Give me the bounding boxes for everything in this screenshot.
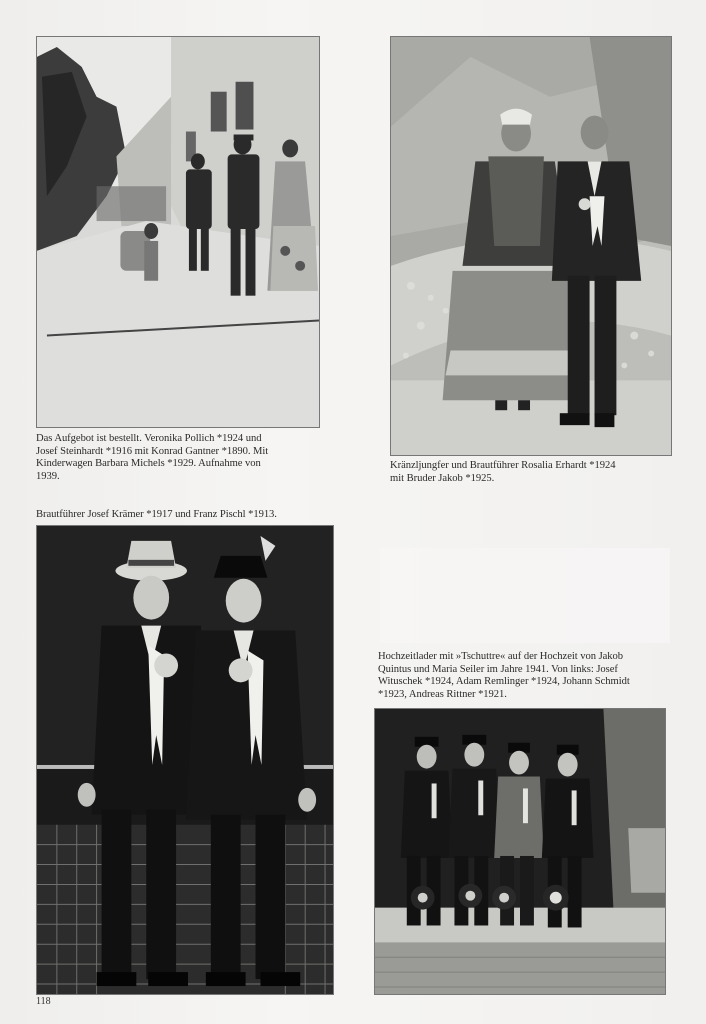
street-photo-caption: Das Aufgebot ist bestellt. Veronika Pollich *1924 und Josef Steinhardt *1916 mit Konrad Gantner *1890. Mit Kinderwagen Barbara Michels *1929. Aufnahme von 1939. (36, 433, 269, 482)
couple-photo-caption: Kränzljungfer und Brautführer Rosalia Erhardt *1924 mit Bruder Jakob *1925. (390, 460, 616, 484)
street-procession-photo (36, 36, 320, 428)
bridesmaid-and-groomsman-photo (390, 36, 672, 456)
page-number: 118 (36, 996, 51, 1007)
blank-area (380, 548, 670, 643)
inviters-photo-caption: Hochzeitlader mit »Tschuttre« auf der Hochzeit von Jakob Quintus und Maria Seiler im Jahre 1941. Von links: Josef Wituschek *1924, Adam Remlinger *1924, Johann Schmidt *1923, Andreas Rittner *1921. (378, 651, 630, 700)
two-groomsmen-photo (36, 525, 334, 995)
groomsmen-photo-caption: Brautführer Josef Krämer *1917 und Franz Pischl *1913. (36, 509, 277, 520)
four-wedding-inviters-photo (374, 708, 666, 995)
